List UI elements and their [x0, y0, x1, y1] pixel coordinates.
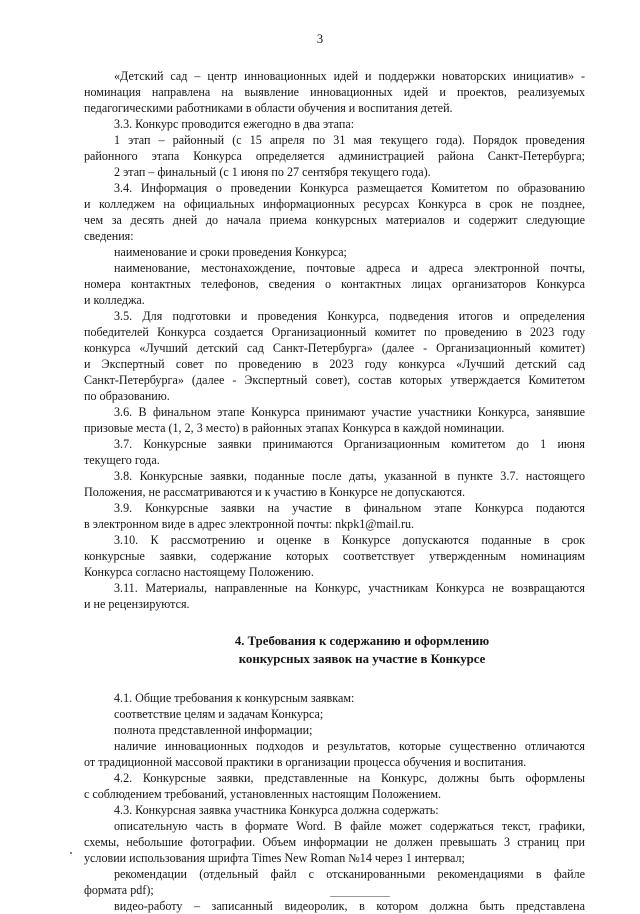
text-line: текущего года. [84, 453, 160, 467]
text-line: 3.8. Конкурсные заявки, поданные после даты, указанной в пункте 3.7. настоящего [114, 469, 585, 483]
text-line: Конкурса согласно настоящему Положению. [84, 565, 314, 579]
text-line: 3.11. Материалы, направленные на Конкурс, участникам Конкурса не возвращаются [114, 581, 585, 595]
text-line: 3.6. В финальном этапе Конкурса принимают участие участники Конкурса, занявшие [114, 405, 585, 419]
text-line: «Детский сад – центр инновационных идей и поддержки новаторских инициатив» - [114, 69, 585, 83]
text-line: конкурса «Лучший детский сад Санкт-Петербурга» (далее - Организационный комитет) [84, 341, 585, 355]
text-line: победителей Конкурса создается Организационный комитет по проведению в 2023 году [84, 325, 585, 339]
text-line: и не рецензируются. [84, 597, 190, 611]
text-line: чем за десять дней до начала приема конкурсных материалов и содержит следующие [84, 213, 585, 227]
text-line: 4.1. Общие требования к конкурсным заявкам: [114, 691, 355, 705]
text-line: 3.4. Информация о проведении Конкурса размещается Комитетом по образованию [114, 181, 585, 195]
text-line: по образованию. [84, 389, 170, 403]
text-line: формата pdf); [84, 883, 154, 897]
section-heading: 4. Требования к содержанию и оформлению [234, 634, 490, 648]
text-line: номинация направлена на выявление инновационных идей и проектов, реализуемых [84, 85, 585, 99]
text-line: условии использования шрифта Times New Roman №14 через 1 интервал; [84, 851, 465, 865]
text-line: соответствие целям и задачам Конкурса; [114, 707, 324, 721]
text-line: видео-работу – записанный видеоролик, в котором должна быть представлена [114, 899, 585, 913]
text-line: 2 этап – финальный (с 1 июня по 27 сентября текущего года). [114, 165, 431, 179]
text-line: педагогическими работниками в области обучения и воспитания детей. [84, 101, 453, 115]
text-line: районного этапа Конкурса определяется администрацией района Санкт-Петербурга; [84, 149, 585, 163]
text-line: и колледжем на официальных информационных ресурсах Конкурса в срок не позднее, [84, 197, 585, 211]
text-line: 3.3. Конкурс проводится ежегодно в два этапа: [114, 117, 355, 131]
text-line: и колледжа. [84, 293, 145, 307]
text-line: описательную часть в формате Word. В файле может содержаться текст, графики, [114, 819, 585, 833]
text-line: конкурсные заявки, содержание которых соответствует утвержденным номинациям [84, 549, 585, 563]
text-line: 3.5. Для подготовки и проведения Конкурса, подведения итогов и определения [114, 309, 585, 323]
text-line: 3.9. Конкурсные заявки на участие в финальном этапе Конкурса подаются [114, 501, 585, 515]
text-line: 4.3. Конкурсная заявка участника Конкурса должна содержать: [114, 803, 439, 817]
text-line: призовые места (1, 2, 3 место) в районных этапах Конкурса в каждой номинации. [84, 421, 505, 435]
text-line: Санкт-Петербурга» (далее - Экспертный совет), состав которых утверждается Комитетом [84, 373, 585, 387]
text-line: сведения: [84, 229, 134, 243]
text-line: 1 этап – районный (с 15 апреля по 31 мая текущего года). Порядок проведения [114, 133, 585, 147]
text-line: 3.7. Конкурсные заявки принимаются Организационным комитетом до 1 июня [114, 437, 585, 451]
text-line: наименование и сроки проведения Конкурса; [114, 245, 347, 259]
text-line: наличие инновационных подходов и результатов, которые существенно отличаются [114, 739, 585, 753]
section-heading: конкурсных заявок на участие в Конкурсе [238, 652, 486, 666]
text-line: в электронном виде в адрес электронной почты: nkpk1@mail.ru. [84, 517, 415, 531]
text-line: и Экспертный совет по проведению в 2023 году конкурса «Лучший детский сад [84, 357, 585, 371]
text-line: 3.10. К рассмотрению и оценке в Конкурсе допускаются поданные в срок [114, 533, 585, 547]
text-line: с соблюдением требований, установленных настоящим Положением. [84, 787, 442, 801]
scan-edge-mark [330, 896, 390, 897]
text-line: схемы, небольшие фотографии. Объем информации не должен превышать 3 страниц при [84, 835, 585, 849]
text-line: полнота представленной информации; [114, 723, 313, 737]
scan-speck [70, 852, 72, 854]
text-line: наименование, местонахождение, почтовые адреса и адреса электронной почты, [114, 261, 585, 275]
text-line: Положения, не рассматриваются и к участию в Конкурсе не допускаются. [84, 485, 466, 499]
text-line: 4.2. Конкурсные заявки, представленные на Конкурс, должны быть оформлены [114, 771, 585, 785]
text-line: номера контактных телефонов, сведения о контактных лицах организаторов Конкурса [84, 277, 585, 291]
text-line: рекомендации (отдельный файл с отсканированными рекомендациями в файле [114, 867, 585, 881]
text-line: от традиционной массовой практики в организации процесса обучения и воспитания. [84, 755, 527, 769]
page-number: 3 [316, 32, 324, 46]
